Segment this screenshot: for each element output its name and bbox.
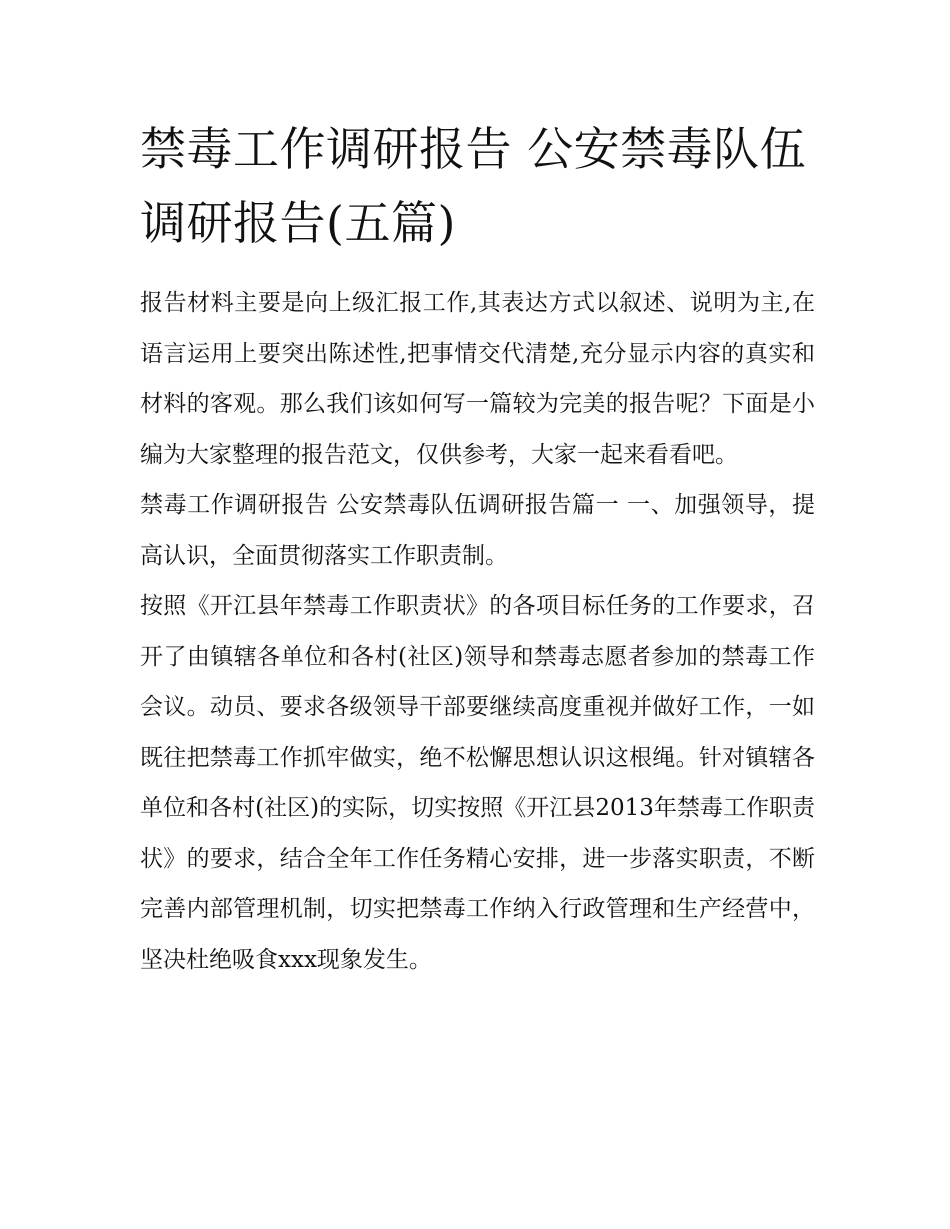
- document-title: 禁毒工作调研报告 公安禁毒队伍调研报告(五篇): [140, 122, 807, 250]
- document-page: [140, 112, 815, 985]
- intro-paragraph: 报告材料主要是向上级汇报工作,其表达方式以叙述、说明为主,在语言运用上要突出陈述性,把事情交代清楚,充分显示内容的真实和材料的客观。那么我们该如何写一篇较为完美的报告呢？下面是小编为大家整理的报告范文，仅供参考，大家一起来看看吧。: [140, 290, 815, 468]
- body-paragraph: 按照《开江县年禁毒工作职责状》的各项目标任务的工作要求，召开了由镇辖各单位和各村(社区)领导和禁毒志愿者参加的禁毒工作会议。动员、要求各级领导干部要继续高度重视并做好工作，一如既往把禁毒工作抓牢做实，绝不松懈思想认识这根绳。针对镇辖各单位和各村(社区)的实际，切实按照《开江县2013年禁毒工作职责状》的要求，结合全年工作任务精心安排，进一步落实职责，不断完善内部管理机制，切实把禁毒工作纳入行政管理和生产经营中，坚决杜绝吸食xxx现象发生。: [140, 593, 815, 973]
- section-heading-paragraph: 禁毒工作调研报告 公安禁毒队伍调研报告篇一 一、加强领导，提高认识，全面贯彻落实工作职责制。: [140, 492, 815, 569]
